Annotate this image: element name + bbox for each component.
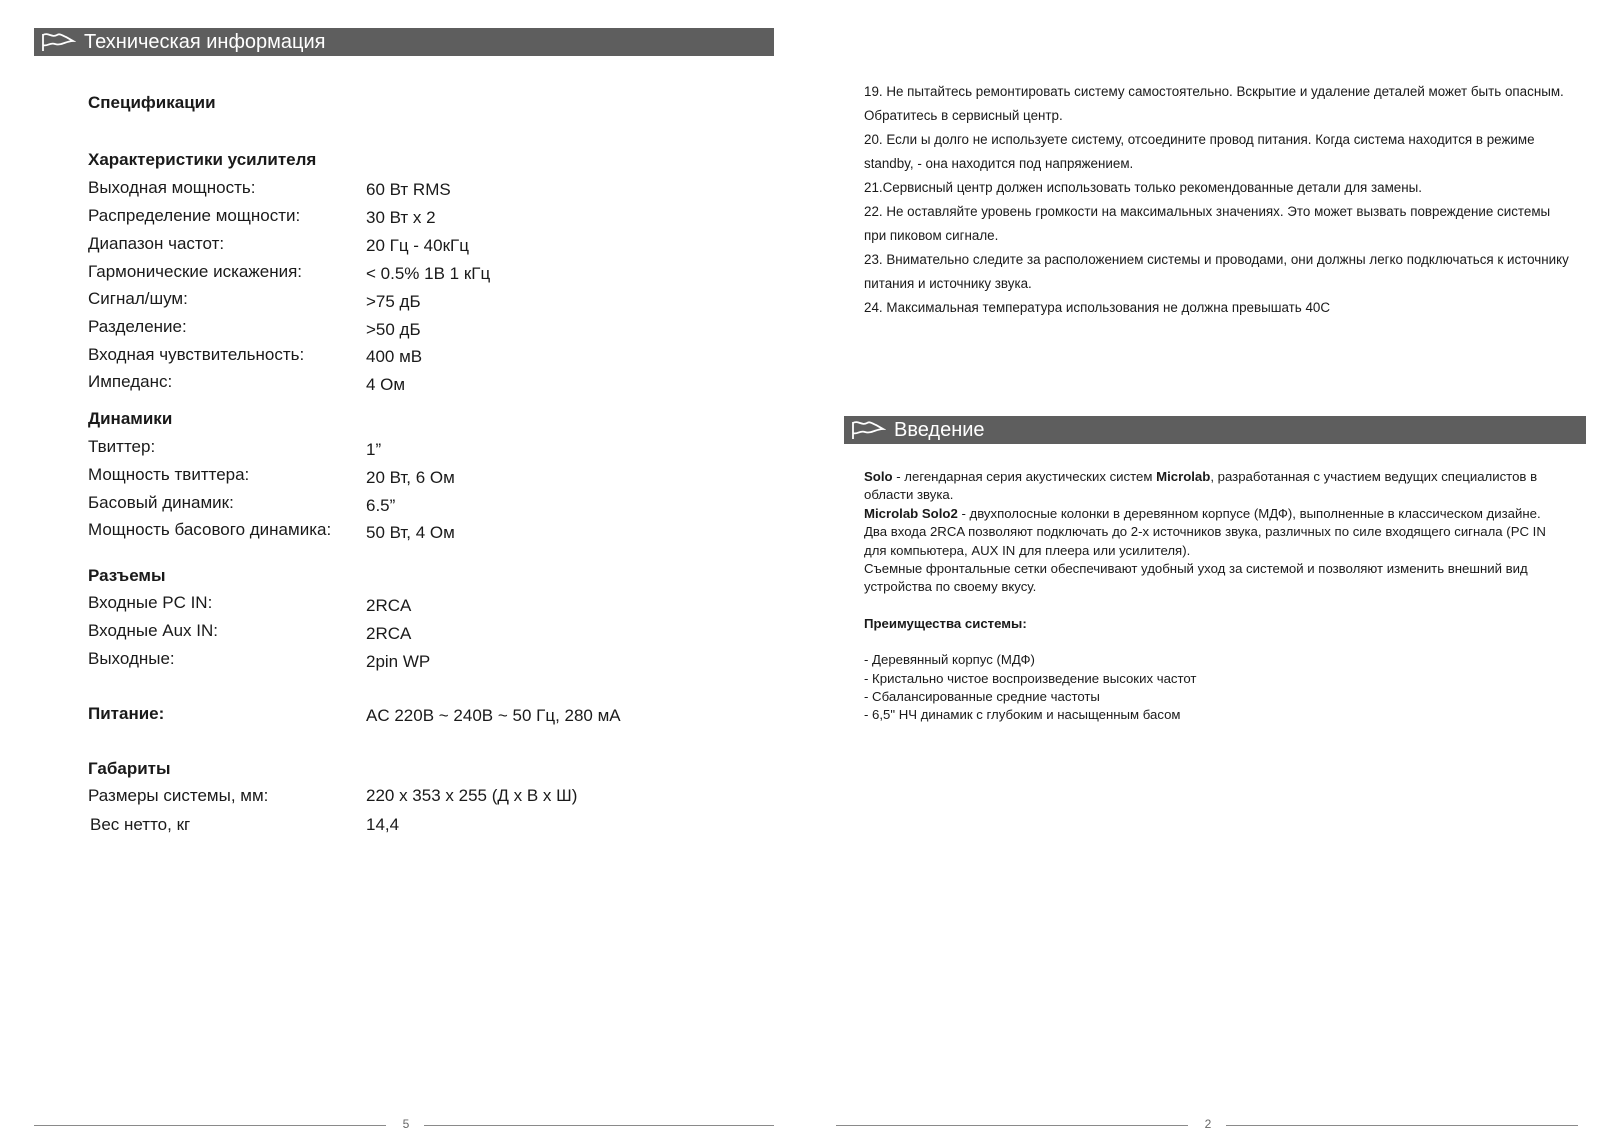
section-header-technical-info bbox=[34, 28, 774, 56]
section-header-title: Введение bbox=[894, 418, 985, 441]
spec-label: Выходные: bbox=[88, 649, 175, 668]
note-item: 24. Максимальная температура использования не должна превышать 40С bbox=[864, 300, 1331, 315]
spec-label: Разделение: bbox=[88, 317, 187, 336]
power-value: AC 220В ~ 240В ~ 50 Гц, 280 мА bbox=[366, 706, 621, 725]
spec-value: 2RCA bbox=[366, 596, 412, 615]
spec-value: 4 Ом bbox=[366, 375, 406, 394]
list-item: - 6,5" НЧ динамик с глубоким и насыщенным басом bbox=[864, 707, 1181, 723]
note-item: 20. Если ы долго не используете систему, отсоедините провод питания. Когда система находится в режиме standby, - она находится под напряжением. bbox=[864, 132, 1535, 171]
spec-value: >75 дБ bbox=[366, 292, 421, 311]
spec-label: Диапазон частот: bbox=[88, 234, 225, 253]
spec-label: Входные Aux IN: bbox=[88, 621, 218, 640]
spec-label: Входная чувствительность: bbox=[88, 345, 305, 364]
introduction-text bbox=[864, 468, 1554, 725]
note-item: 23. Внимательно следите за расположением системы и проводами, они должны легко подключаться к источнику питания и источнику звука. bbox=[864, 252, 1569, 291]
brand-microlab: Microlab bbox=[1156, 469, 1211, 484]
spec-label: Вес нетто, кг bbox=[90, 815, 191, 834]
section-header-title: Техническая информация bbox=[84, 30, 326, 53]
dimensions-heading: Габариты bbox=[88, 759, 171, 778]
note-item: 22. Не оставляйте уровень громкости на максимальных значениях. Это может вызвать повреждение системы при пиковом сигнале. bbox=[864, 204, 1551, 243]
connectors-heading: Разъемы bbox=[88, 566, 166, 585]
spec-label: Мощность твиттера: bbox=[88, 465, 250, 484]
page-number: 5 bbox=[402, 1117, 410, 1131]
list-item: - Сбалансированные средние частоты bbox=[864, 689, 1100, 705]
advantages-list bbox=[864, 651, 1554, 725]
spec-value: 60 Вт RMS bbox=[366, 180, 451, 199]
spec-label: Гармонические искажения: bbox=[88, 262, 303, 281]
specs-title: Спецификации bbox=[88, 93, 216, 112]
spec-value: 1” bbox=[366, 440, 382, 459]
footer-rule-right bbox=[424, 1125, 774, 1126]
flag-icon bbox=[850, 419, 886, 441]
note-item: 19. Не пытайтесь ремонтировать систему самостоятельно. Вскрытие и удаление деталей может быть опасным. Обратитесь в сервисный центр. bbox=[864, 84, 1564, 123]
spec-value: 220 x 353 x 255 (Д x В x Ш) bbox=[366, 786, 578, 805]
list-item: - Кристально чистое воспроизведение высоких частот bbox=[864, 670, 1197, 686]
spec-value: 400 мВ bbox=[366, 347, 423, 366]
spec-value: < 0.5% 1В 1 кГц bbox=[366, 264, 491, 283]
spec-value: 14,4 bbox=[366, 815, 400, 834]
section-header-introduction bbox=[844, 416, 1586, 444]
advantages-title: Преимущества системы: bbox=[864, 615, 1027, 631]
note-item: 21.Сервисный центр должен использовать только рекомендованные детали для замены. bbox=[864, 180, 1422, 195]
spec-value: 20 Гц - 40кГц bbox=[366, 236, 469, 255]
brand-model: Microlab Solo2 bbox=[864, 505, 958, 521]
intro-paragraph: Съемные фронтальные сетки обеспечивают удобный уход за системой и позволяют изменить внешний вид устройства по своему вкусу. bbox=[864, 561, 1528, 595]
spec-value: 30 Вт x 2 bbox=[366, 208, 436, 227]
page-number: 2 bbox=[1204, 1117, 1212, 1131]
spec-value: 6.5” bbox=[366, 496, 396, 515]
intro-paragraph: Solo - легендарная серия акустических систем Microlab, разработанная с участием ведущих специалистов в области звука. bbox=[864, 469, 1538, 503]
flag-icon bbox=[40, 31, 76, 53]
spec-label: Размеры системы, мм: bbox=[88, 786, 269, 805]
spec-value: 2RCA bbox=[366, 624, 412, 643]
spec-value: 20 Вт, 6 Ом bbox=[366, 468, 455, 487]
spec-label: Выходная мощность: bbox=[88, 178, 256, 197]
right-page bbox=[800, 0, 1600, 1139]
spec-label: Твиттер: bbox=[88, 437, 156, 456]
power-label: Питание: bbox=[88, 704, 165, 723]
brand-solo: Solo bbox=[864, 469, 893, 484]
footer-rule-right bbox=[1226, 1125, 1578, 1126]
footer-rule-left bbox=[836, 1125, 1188, 1126]
amplifier-heading: Характеристики усилителя bbox=[88, 150, 317, 169]
safety-notes bbox=[864, 80, 1574, 320]
spec-label: Распределение мощности: bbox=[88, 206, 301, 225]
spec-value: >50 дБ bbox=[366, 320, 421, 339]
footer-rule-left bbox=[34, 1125, 386, 1126]
spec-value: 2pin WP bbox=[366, 652, 431, 671]
speakers-heading: Динамики bbox=[88, 409, 173, 428]
spec-label: Басовый динамик: bbox=[88, 493, 234, 512]
intro-paragraph: Microlab Solo2 - двухполосные колонки в деревянном корпусе (МДФ), выполненные в классическом дизайне. bbox=[864, 505, 1541, 521]
spec-label: Мощность басового динамика: bbox=[88, 520, 332, 539]
spec-label: Импеданс: bbox=[88, 372, 173, 391]
intro-paragraph: Два входа 2RCA позволяют подключать до 2-х источников звука, различных по силе входящего сигнала (PC IN для компьютера, AUX IN для плеера или усилителя). bbox=[864, 524, 1546, 558]
spec-value: 50 Вт, 4 Ом bbox=[366, 523, 455, 542]
list-item: - Деревянный корпус (МДФ) bbox=[864, 652, 1035, 668]
spec-label: Входные PC IN: bbox=[88, 593, 213, 612]
spec-label: Сигнал/шум: bbox=[88, 289, 188, 308]
